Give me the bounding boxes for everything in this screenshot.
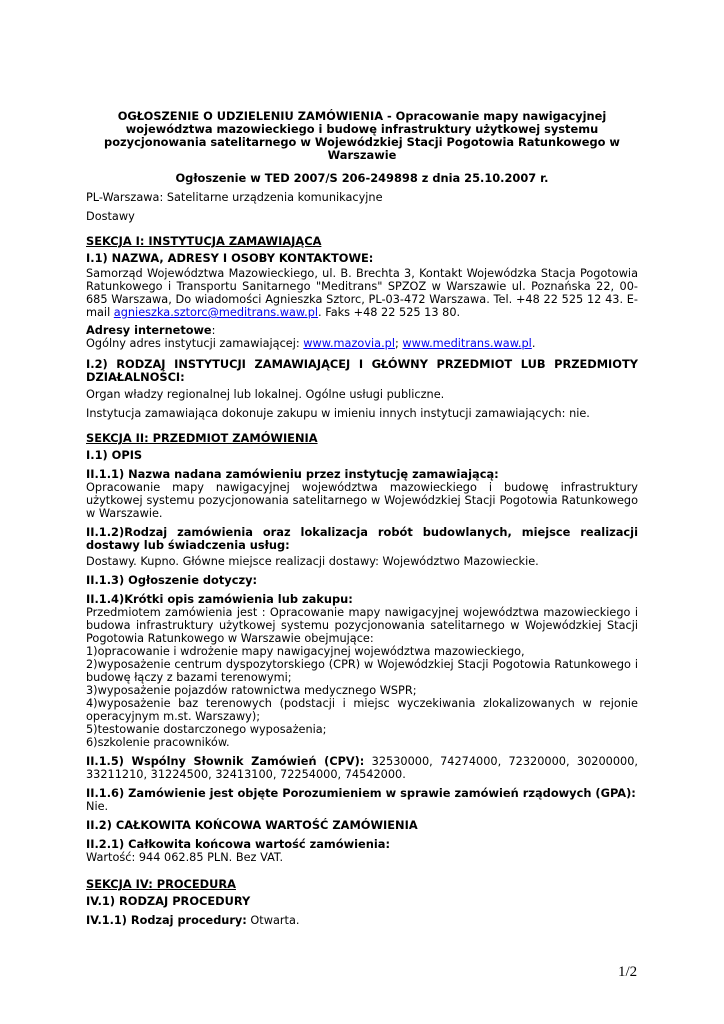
i1-body: Samorząd Województwa Mazowieckiego, ul. B. Brechta 3, Kontakt Wojewódzka Stacja Pogotowia Ratunkowego i Transportu Sanitarnego "Meditrans" SPZOZ w Warszawie ul. Poznańska 22, 00-685 Warszawa, Do wiadomości Agnieszka Sztorc, PL-03-472 Warszawa. Tel. +48 22 525 12 43. E-mail agnieszka.sztorc@meditrans.waw.pl. Faks +48 22 525 13 80.	[86, 267, 638, 319]
title-bold: OGŁOSZENIE O UDZIELENIU ZAMÓWIENIA	[117, 109, 384, 123]
page-number: 1/2	[618, 964, 638, 980]
ii112-body: Dostawy. Kupno. Główne miejsce realizacji dostawy: Województwo Mazowieckie.	[86, 555, 539, 568]
ii113-heading: II.1.3) Ogłoszenie dotyczy:	[86, 573, 258, 587]
ii21-heading: II.2.1) Całkowita końcowa wartość zamówienia:	[86, 837, 391, 851]
email-link[interactable]: agnieszka.sztorc@meditrans.waw.pl	[113, 306, 319, 319]
ted-line: Ogłoszenie w TED 2007/S 206-249898 z dnia 25.10.2007 r.	[175, 171, 549, 185]
i2-body-1: Organ władzy regionalnej lub lokalnej. Ogólne usługi publiczne.	[86, 388, 445, 401]
ii114-list	[86, 645, 638, 749]
ii111-heading: II.1.1) Nazwa nadana zamówieniu przez instytucję zamawiającą:	[86, 467, 499, 481]
ii114-heading: II.1.4)Krótki opis zamówienia lub zakupu:	[86, 592, 353, 606]
ii115: II.1.5) Wspólny Słownik Zamówień (CPV): 32530000, 74274000, 72320000, 30200000, 33211210, 31224500, 32413100, 72254000, 74542000.	[86, 755, 638, 781]
document-title	[86, 110, 638, 162]
list-item: 3)wyposażenie pojazdów ratownictwa medycznego WSPR;	[86, 684, 417, 697]
title-rest: - Opracowanie mapy nawigacyjnej województwa mazowieckiego i budowę infrastruktury użytkowej systemu pozycjonowania satelitarnego w Wojewódzkiej Stacji Pogotowia Ratunkowego w Warszawie	[104, 109, 620, 162]
list-item: 4)wyposażenie baz terenowych (podstacji i miejsc wyczekiwania zlokalizowanych w rejonie operacyjnym m.st. Warszawy);	[86, 697, 638, 723]
ii114-intro: Przedmiotem zamówienia jest : Opracowanie mapy nawigacyjnej województwa mazowieckiego i budowa infrastruktury użytkowej systemu pozycjonowania satelitarnego w Wojewódzkiej Stacji Pogotowia Ratunkowego w Warszawie obejmujące:	[86, 606, 638, 645]
i2-body-2: Instytucja zamawiająca dokonuje zakupu w imieniu innych instytucji zamawiających: nie.	[86, 407, 590, 420]
ii2-heading: II.2) CAŁKOWITA KOŃCOWA WARTOŚĆ ZAMÓWIENIA	[86, 818, 418, 832]
list-item: 2)wyposażenie centrum dyspozytorskiego (CPR) w Wojewódzkiej Stacji Pogotowia Ratunkowego i budowę łączy z bazami terenowymi;	[86, 658, 638, 684]
iv11: IV.1.1) Rodzaj procedury: Otwarta.	[86, 914, 300, 927]
section-1-heading: SEKCJA I: INSTYTUCJA ZAMAWIAJĄCA	[86, 234, 322, 248]
i1-heading: I.1) NAZWA, ADRESY I OSOBY KONTAKTOWE:	[86, 251, 374, 265]
list-item: 5)testowanie dostarczonego wyposażenia;	[86, 723, 327, 736]
list-item: 1)opracowanie i wdrożenie mapy nawigacyjnej województwa mazowieckiego,	[86, 645, 525, 658]
dostawy-line: Dostawy	[86, 210, 135, 223]
meditrans-link[interactable]: www.meditrans.waw.pl	[402, 337, 532, 350]
internet-addresses: Adresy internetowe:	[86, 324, 216, 337]
ii111-body: Opracowanie mapy nawigacyjnej województwa mazowieckiego i budowę infrastruktury użytkowej systemu pozycjonowania satelitarnego w Wojewódzkiej Stacji Pogotowia Ratunkowego w Warszawie.	[86, 481, 638, 520]
pl-line: PL-Warszawa: Satelitarne urządzenia komunikacyjne	[86, 191, 383, 204]
ii116-heading: II.1.6) Zamówienie jest objęte Porozumieniem w sprawie zamówień rządowych (GPA):	[86, 786, 636, 800]
mazovia-link[interactable]: www.mazovia.pl	[303, 337, 395, 350]
ii116-body: Nie.	[86, 800, 109, 813]
ii21-body: Wartość: 944 062.85 PLN. Bez VAT.	[86, 851, 284, 864]
opis-heading: I.1) OPIS	[86, 448, 143, 462]
ii112-heading: II.1.2)Rodzaj zamówienia oraz lokalizacja robót budowlanych, miejsce realizacji dostawy lub świadczenia usług:	[86, 525, 638, 552]
document-page	[86, 110, 638, 927]
i2-heading: I.2) RODZAJ INSTYTUCJI ZAMAWIAJĄCEJ I GŁÓWNY PRZEDMIOT LUB PRZEDMIOTY DZIAŁALNOŚCI:	[86, 357, 638, 384]
section-2-heading: SEKCJA II: PRZEDMIOT ZAMÓWIENIA	[86, 431, 318, 445]
internet-addresses-body: Ogólny adres instytucji zamawiającej: www.mazovia.pl; www.meditrans.waw.pl.	[86, 337, 536, 350]
list-item: 6)szkolenie pracowników.	[86, 736, 230, 749]
iv1-heading: IV.1) RODZAJ PROCEDURY	[86, 894, 251, 908]
section-4-heading: SEKCJA IV: PROCEDURA	[86, 877, 236, 891]
